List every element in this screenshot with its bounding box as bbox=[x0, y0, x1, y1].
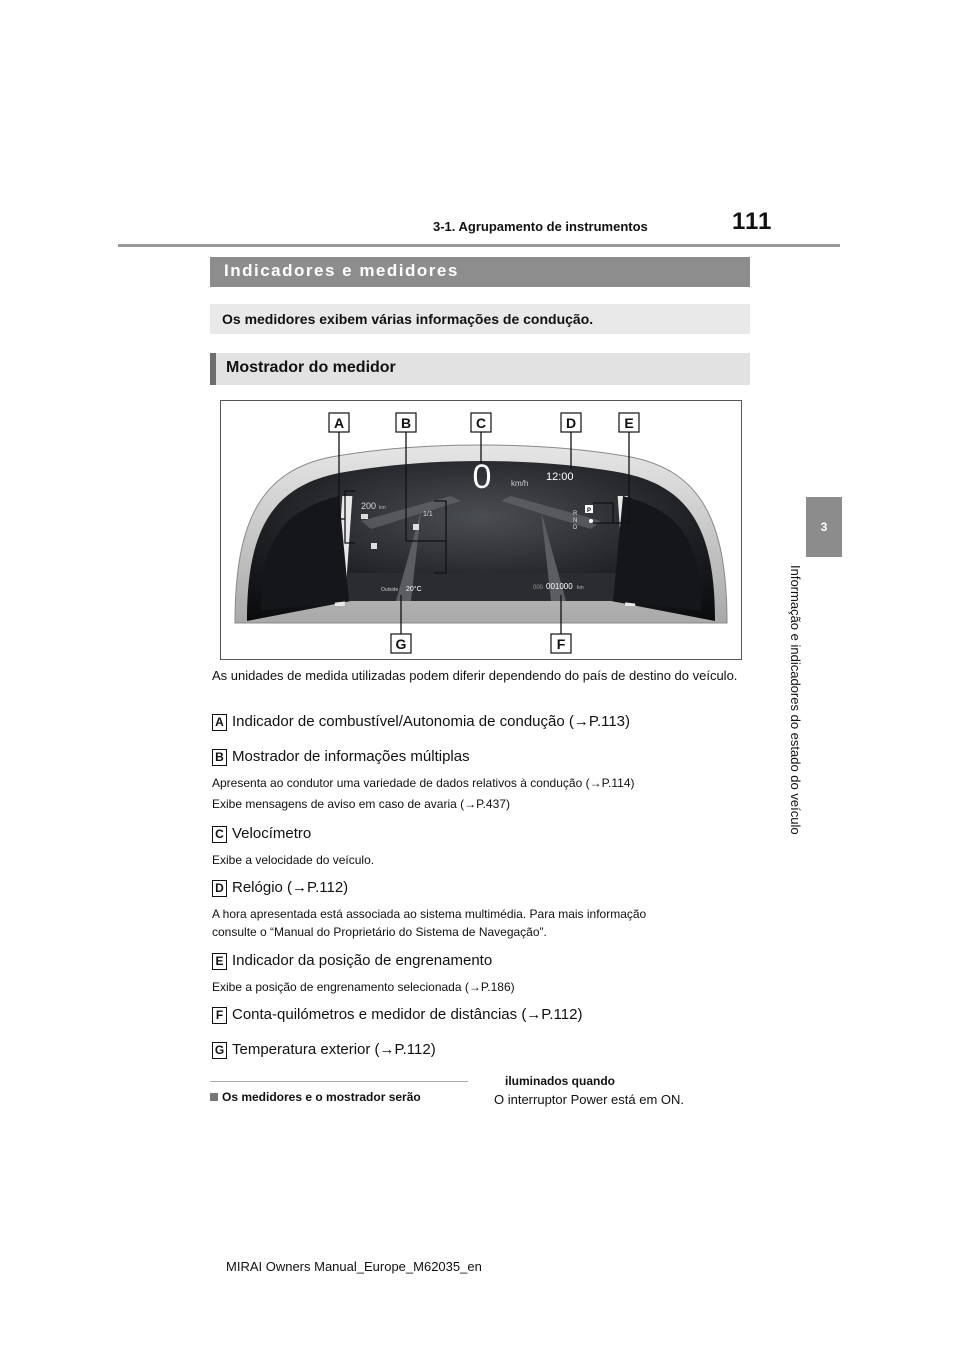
chapter-side-label-text: Informação e indicadores do estado do veículo bbox=[788, 565, 803, 835]
odometer-unit: km bbox=[577, 585, 584, 591]
callout-label-b: B bbox=[400, 415, 412, 431]
clock-readout: 12:00 bbox=[546, 471, 574, 483]
page-number: 111 bbox=[732, 208, 773, 235]
gear-dot bbox=[589, 519, 593, 523]
callout-label-d: D bbox=[565, 415, 577, 431]
callout-label-c: C bbox=[475, 415, 487, 431]
chapter-side-label bbox=[785, 565, 805, 895]
chapter-title: 3-1. Agrupamento de instrumentos bbox=[433, 219, 648, 234]
units-note: As unidades de medida utilizadas podem diferir dependendo do país de destino do veículo. bbox=[212, 668, 738, 683]
gear-d: D bbox=[573, 525, 578, 531]
item-title-g: Temperatura exterior (→P.112) bbox=[232, 1041, 436, 1058]
footnote-rule bbox=[210, 1081, 468, 1082]
meter-illustration bbox=[221, 401, 741, 659]
item-letter-c: C bbox=[212, 826, 227, 843]
item-desc-d-2: consulte o “Manual do Proprietário do Sistema de Navegação”. bbox=[212, 925, 547, 939]
item-title-a: Indicador de combustível/Autonomia de condução (→P.113) bbox=[232, 713, 631, 730]
item-desc-b-1: Apresenta ao condutor uma variedade de dados relativos à condução (→P.114) bbox=[212, 776, 635, 790]
section-title-text: Indicadores e medidores bbox=[224, 261, 459, 280]
item-title-e: Indicador da posição de engrenamento bbox=[232, 952, 493, 969]
gear-r: R bbox=[573, 511, 578, 517]
footnote-heading bbox=[210, 1090, 421, 1104]
item-desc-b-2: Exibe mensagens de aviso em caso de avaria (→P.437) bbox=[212, 797, 510, 811]
range-readout: 200 bbox=[361, 501, 377, 511]
item-letter-b: B bbox=[212, 749, 227, 766]
gear-n: N bbox=[573, 518, 578, 524]
callout-label-a: A bbox=[333, 415, 345, 431]
meter-figure bbox=[220, 400, 742, 660]
fuel-pump-icon bbox=[371, 543, 377, 549]
park-indicator: P bbox=[587, 508, 592, 514]
outside-temp: 20°C bbox=[406, 586, 422, 593]
outside-label: Outside bbox=[381, 587, 399, 593]
item-title-c: Velocímetro bbox=[232, 825, 312, 842]
item-letter-g: G bbox=[212, 1042, 227, 1059]
callout-label-g: G bbox=[395, 636, 407, 652]
page-indicator: 1/1 bbox=[423, 511, 433, 518]
speed-readout: 0 bbox=[472, 458, 492, 496]
chapter-tab-number: 3 bbox=[820, 520, 828, 534]
speed-unit: km/h bbox=[511, 479, 529, 488]
callout-label-f: F bbox=[556, 636, 566, 652]
fuel-range-icon bbox=[361, 514, 368, 519]
footer-manual-id: MIRAI Owners Manual_Europe_M62035_en bbox=[226, 1259, 482, 1274]
square-bullet-icon bbox=[210, 1093, 218, 1101]
item-desc-c-1: Exibe a velocidade do veículo. bbox=[212, 853, 375, 867]
footnote-heading-text: Os medidores e o mostrador serão bbox=[222, 1090, 421, 1104]
footnote-text: O interruptor Power está em ON. bbox=[494, 1092, 685, 1107]
info-icon bbox=[413, 524, 419, 530]
item-letter-a: A bbox=[212, 714, 227, 731]
subsection-title-text: Mostrador do medidor bbox=[226, 359, 396, 376]
subsection-title bbox=[210, 353, 750, 385]
subsection-bar bbox=[210, 353, 216, 385]
item-desc-d-1: A hora apresentada está associada ao sistema multimédia. Para mais informação bbox=[212, 907, 647, 921]
header-rule bbox=[118, 244, 840, 247]
section-title bbox=[210, 257, 750, 287]
intro-text: Os medidores exibem várias informações de condução. bbox=[222, 311, 594, 327]
item-title-b: Mostrador de informações múltiplas bbox=[232, 748, 470, 765]
range-unit: km bbox=[379, 505, 386, 511]
item-title-f: Conta-quilómetros e medidor de distâncias (→P.112) bbox=[232, 1006, 583, 1023]
item-letter-f: F bbox=[212, 1007, 227, 1024]
footnote-heading-continued: iluminados quando bbox=[505, 1074, 615, 1088]
item-letter-d: D bbox=[212, 880, 227, 897]
item-letter-e: E bbox=[212, 953, 227, 970]
item-desc-e-1: Exibe a posição de engrenamento selecionada (→P.186) bbox=[212, 980, 515, 994]
item-title-d: Relógio (→P.112) bbox=[232, 879, 349, 896]
callout-label-e: E bbox=[624, 415, 634, 431]
odometer-readout: 001000 bbox=[546, 582, 573, 591]
odometer-prefix: 000 bbox=[533, 585, 544, 591]
intro-box bbox=[210, 304, 750, 334]
